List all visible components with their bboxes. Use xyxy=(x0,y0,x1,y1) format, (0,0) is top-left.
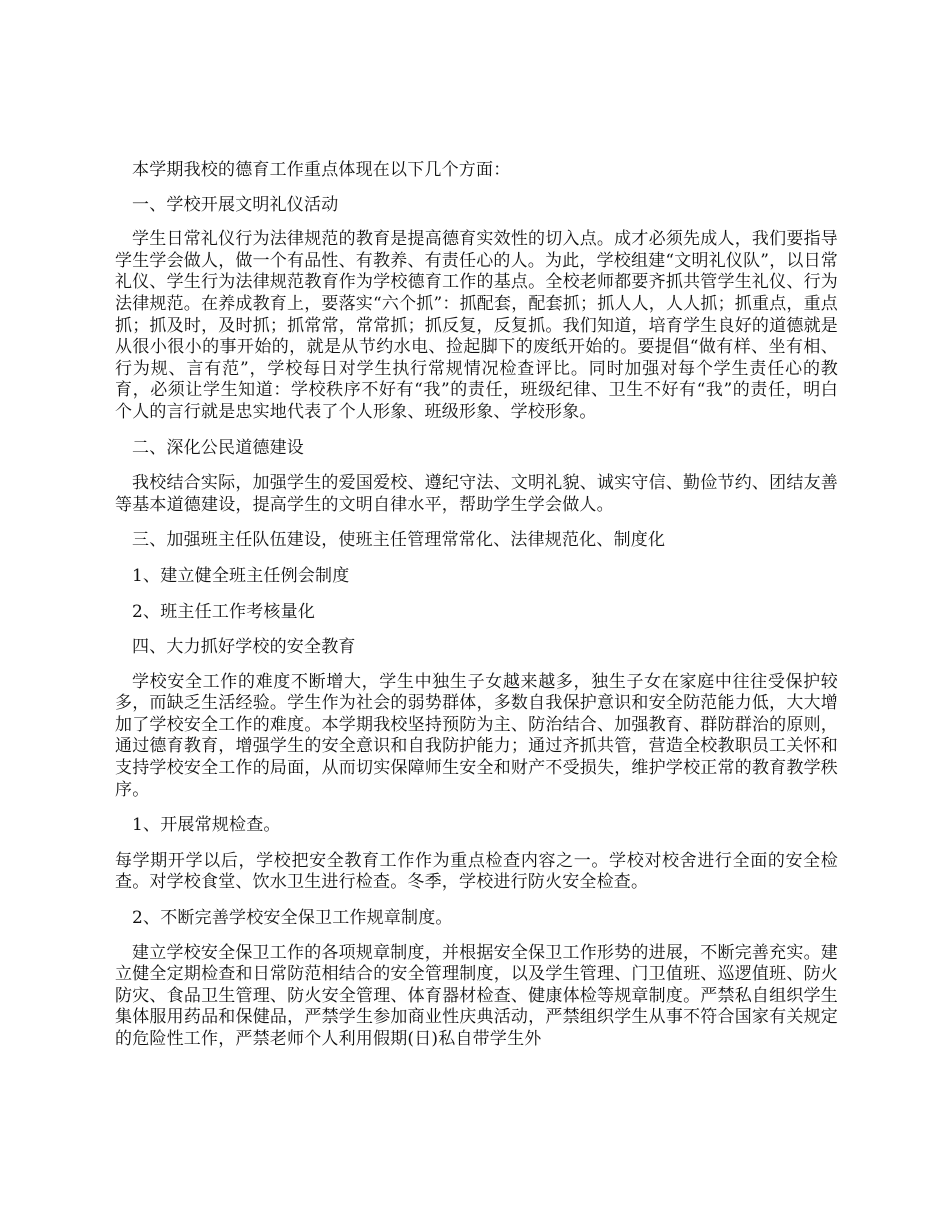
subsection-body-4-2: 建立学校安全保卫工作的各项规章制度，并根据安全保卫工作形势的进展，不断完善充实。建立健全定期检查和日常防范相结合的安全管理制度，以及学生管理、门卫值班、巡逻值班、防火防灾、食品卫生管理、防火安全管理、体育器材检查、健康体检等规章制度。严禁私自组织学生集体服用药品和保健品，严禁学生参加商业性庆典活动，严禁组织学生从事不符合国家有关规定的危险性工作，严禁老师个人利用假期(日)私自带学生外 xyxy=(115,942,838,1049)
subheading-4-2: 2、不断完善学校安全保卫工作规章制度。 xyxy=(132,908,453,929)
section-heading-1: 一、学校开展文明礼仪活动 xyxy=(132,194,339,215)
subsection-body-4-1: 每学期开学以后，学校把安全教育工作作为重点检查内容之一。学校对校舍进行全面的安全检查。对学校食堂、饮水卫生进行检查。冬季，学校进行防火安全检查。 xyxy=(115,850,838,893)
subheading-3-1: 1、建立健全班主任例会制度 xyxy=(132,565,350,586)
section-heading-3: 三、加强班主任队伍建设，使班主任管理常常化、法律规范化、制度化 xyxy=(132,530,666,551)
subheading-3-2: 2、班主任工作考核量化 xyxy=(132,601,316,622)
intro-line: 本学期我校的德育工作重点体现在以下几个方面： xyxy=(132,160,511,180)
subheading-4-1: 1、开展常规检查。 xyxy=(132,815,281,836)
document-page xyxy=(115,160,838,1051)
section-heading-4: 四、大力抓好学校的安全教育 xyxy=(132,637,356,658)
section-body-1: 学生日常礼仪行为法律规范的教育是提高德育实效性的切入点。成才必须先成人，我们要指导学生学会做人，做一个有品性、有教养、有责任心的人。为此，学校组建“文明礼仪队”，以日常礼仪、学生行为法律规范教育作为学校德育工作的基点。全校老师都要齐抓共管学生礼仪、行为法律规范。在养成教育上，要落实“六个抓”：抓配套，配套抓；抓人人，人人抓；抓重点，重点抓；抓及时，及时抓；抓常常，常常抓；抓反复，反复抓。我们知道，培育学生良好的道德就是从很小很小的事开始的，就是从节约水电、捡起脚下的废纸开始的。要提倡“做有样、坐有相、行为规、言有范”，学校每日对学生执行常规情况检查评比。同时加强对每个学生责任心的教育，必须让学生知道：学校秩序不好有“我”的责任，班级纪律、卫生不好有“我”的责任，明白个人的言行就是忠实地代表了个人形象、班级形象、学校形象。 xyxy=(115,229,838,422)
section-heading-2: 二、深化公民道德建设 xyxy=(132,437,304,458)
section-body-2: 我校结合实际，加强学生的爱国爱校、遵纪守法、文明礼貌、诚实守信、勤俭节约、团结友善等基本道德建设，提高学生的文明自律水平，帮助学生学会做人。 xyxy=(115,473,838,515)
section-body-4: 学校安全工作的难度不断增大，学生中独生子女越来越多，独生子女在家庭中往往受保护较多，而缺乏生活经验。学生作为社会的弱势群体，多数自我保护意识和安全防范能力低，大大增加了学校安全工作的难度。本学期我校坚持预防为主、防治结合、加强教育、群防群治的原则，通过德育教育，增强学生的安全意识和自我防护能力；通过齐抓共管，营造全校教职员工关怀和支持学校安全工作的局面，从而切实保障师生安全和财产不受损失，维护学校正常的教育教学秩序。 xyxy=(115,671,838,800)
